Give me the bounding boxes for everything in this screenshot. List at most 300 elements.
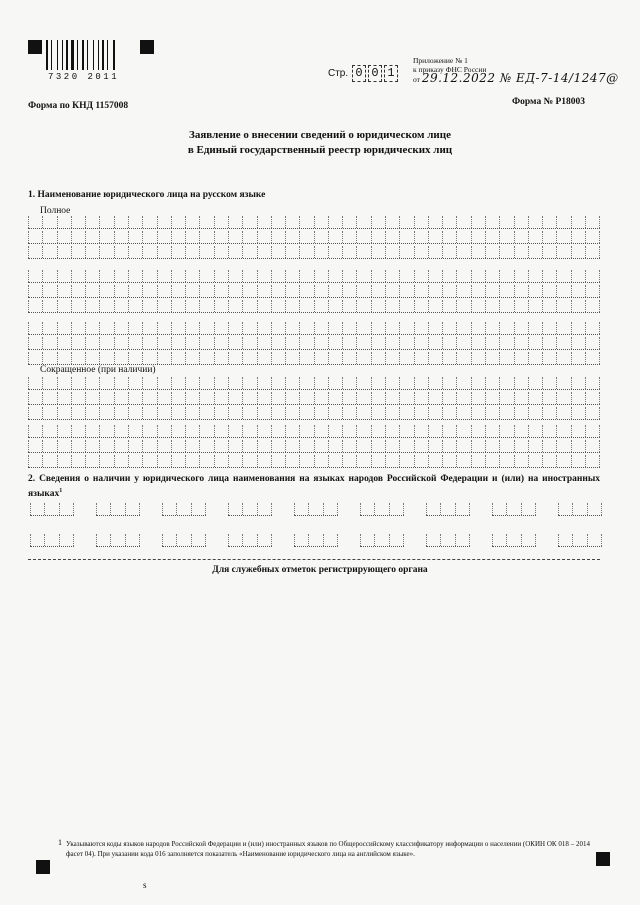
character-cell[interactable] [57, 270, 71, 282]
character-cell[interactable] [214, 231, 228, 243]
character-cell[interactable] [360, 503, 374, 515]
character-cell[interactable] [542, 337, 556, 349]
language-code-box[interactable] [96, 503, 140, 516]
character-cell[interactable] [85, 407, 99, 419]
character-cell[interactable] [314, 285, 328, 297]
language-code-box[interactable] [492, 534, 536, 547]
character-cell[interactable] [199, 231, 213, 243]
character-cell[interactable] [556, 322, 570, 334]
character-cell[interactable] [199, 392, 213, 404]
character-cell[interactable] [199, 407, 213, 419]
character-cell[interactable] [371, 337, 385, 349]
character-cell[interactable] [285, 216, 299, 228]
full-name-row[interactable] [28, 216, 600, 229]
character-cell[interactable] [571, 285, 585, 297]
character-cell[interactable] [385, 300, 399, 312]
character-cell[interactable] [342, 455, 356, 467]
character-cell[interactable] [228, 300, 242, 312]
character-cell[interactable] [571, 246, 585, 258]
character-cell[interactable] [328, 322, 342, 334]
character-cell[interactable] [71, 392, 85, 404]
character-cell[interactable] [142, 352, 156, 364]
character-cell[interactable] [299, 270, 313, 282]
character-cell[interactable] [42, 322, 56, 334]
character-cell[interactable] [128, 231, 142, 243]
character-cell[interactable] [456, 216, 470, 228]
character-cell[interactable] [228, 322, 242, 334]
character-cell[interactable] [528, 231, 542, 243]
character-cell[interactable] [499, 425, 513, 437]
character-cell[interactable] [556, 300, 570, 312]
character-cell[interactable] [456, 285, 470, 297]
character-cell[interactable] [242, 300, 256, 312]
character-cell[interactable] [399, 270, 413, 282]
full-name-row[interactable] [28, 300, 600, 313]
character-cell[interactable] [242, 246, 256, 258]
character-cell[interactable] [571, 352, 585, 364]
character-cell[interactable] [528, 246, 542, 258]
character-cell[interactable] [185, 322, 199, 334]
character-cell[interactable] [57, 352, 71, 364]
character-cell[interactable] [42, 352, 56, 364]
character-cell[interactable] [214, 285, 228, 297]
character-cell[interactable] [485, 337, 499, 349]
character-cell[interactable] [442, 270, 456, 282]
character-cell[interactable] [492, 503, 506, 515]
character-cell[interactable] [42, 425, 56, 437]
character-cell[interactable] [571, 300, 585, 312]
character-cell[interactable] [242, 407, 256, 419]
character-cell[interactable] [328, 392, 342, 404]
short-name-row[interactable] [28, 392, 600, 405]
character-cell[interactable] [571, 231, 585, 243]
character-cell[interactable] [328, 246, 342, 258]
character-cell[interactable] [114, 246, 128, 258]
character-cell[interactable] [214, 377, 228, 389]
character-cell[interactable] [185, 300, 199, 312]
character-cell[interactable] [385, 270, 399, 282]
character-cell[interactable] [528, 425, 542, 437]
character-cell[interactable] [342, 285, 356, 297]
character-cell[interactable] [356, 425, 370, 437]
character-cell[interactable] [499, 407, 513, 419]
character-cell[interactable] [99, 216, 113, 228]
character-cell[interactable] [171, 407, 185, 419]
character-cell[interactable] [199, 455, 213, 467]
character-cell[interactable] [28, 425, 42, 437]
character-cell[interactable] [428, 425, 442, 437]
character-cell[interactable] [191, 503, 206, 515]
full-name-row[interactable] [28, 337, 600, 350]
character-cell[interactable] [299, 322, 313, 334]
full-name-row[interactable] [28, 285, 600, 298]
character-cell[interactable] [542, 216, 556, 228]
character-cell[interactable] [542, 285, 556, 297]
character-cell[interactable] [428, 300, 442, 312]
character-cell[interactable] [42, 392, 56, 404]
character-cell[interactable] [57, 440, 71, 452]
character-cell[interactable] [571, 425, 585, 437]
character-cell[interactable] [426, 503, 440, 515]
character-cell[interactable] [257, 231, 271, 243]
character-cell[interactable] [271, 392, 285, 404]
character-cell[interactable] [385, 322, 399, 334]
character-cell[interactable] [456, 455, 470, 467]
character-cell[interactable] [414, 407, 428, 419]
character-cell[interactable] [342, 407, 356, 419]
character-cell[interactable] [85, 300, 99, 312]
character-cell[interactable] [157, 407, 171, 419]
character-cell[interactable] [314, 337, 328, 349]
character-cell[interactable] [142, 246, 156, 258]
character-cell[interactable] [492, 534, 506, 546]
character-cell[interactable] [542, 392, 556, 404]
character-cell[interactable] [342, 270, 356, 282]
character-cell[interactable] [299, 216, 313, 228]
character-cell[interactable] [485, 352, 499, 364]
character-cell[interactable] [57, 246, 71, 258]
character-cell[interactable] [455, 534, 470, 546]
character-cell[interactable] [414, 322, 428, 334]
character-cell[interactable] [257, 322, 271, 334]
character-cell[interactable] [456, 231, 470, 243]
character-cell[interactable] [42, 377, 56, 389]
character-cell[interactable] [426, 534, 440, 546]
character-cell[interactable] [399, 407, 413, 419]
character-cell[interactable] [171, 300, 185, 312]
character-cell[interactable] [442, 455, 456, 467]
character-cell[interactable] [44, 534, 58, 546]
character-cell[interactable] [514, 216, 528, 228]
character-cell[interactable] [176, 534, 190, 546]
character-cell[interactable] [257, 407, 271, 419]
character-cell[interactable] [214, 352, 228, 364]
character-cell[interactable] [114, 285, 128, 297]
character-cell[interactable] [585, 352, 600, 364]
character-cell[interactable] [157, 425, 171, 437]
character-cell[interactable] [485, 246, 499, 258]
character-cell[interactable] [514, 455, 528, 467]
character-cell[interactable] [57, 216, 71, 228]
character-cell[interactable] [57, 300, 71, 312]
character-cell[interactable] [356, 216, 370, 228]
character-cell[interactable] [514, 285, 528, 297]
character-cell[interactable] [185, 377, 199, 389]
character-cell[interactable] [414, 455, 428, 467]
character-cell[interactable] [371, 440, 385, 452]
character-cell[interactable] [85, 425, 99, 437]
character-cell[interactable] [314, 392, 328, 404]
character-cell[interactable] [499, 216, 513, 228]
character-cell[interactable] [299, 231, 313, 243]
character-cell[interactable] [59, 503, 74, 515]
short-name-row[interactable] [28, 440, 600, 453]
character-cell[interactable] [257, 534, 272, 546]
character-cell[interactable] [471, 270, 485, 282]
character-cell[interactable] [414, 246, 428, 258]
character-cell[interactable] [57, 231, 71, 243]
character-cell[interactable] [585, 300, 600, 312]
character-cell[interactable] [442, 377, 456, 389]
character-cell[interactable] [414, 392, 428, 404]
character-cell[interactable] [271, 246, 285, 258]
character-cell[interactable] [314, 300, 328, 312]
character-cell[interactable] [521, 503, 536, 515]
character-cell[interactable] [385, 352, 399, 364]
character-cell[interactable] [28, 246, 42, 258]
character-cell[interactable] [414, 377, 428, 389]
character-cell[interactable] [385, 246, 399, 258]
character-cell[interactable] [399, 337, 413, 349]
character-cell[interactable] [342, 392, 356, 404]
character-cell[interactable] [456, 300, 470, 312]
character-cell[interactable] [314, 425, 328, 437]
character-cell[interactable] [199, 322, 213, 334]
character-cell[interactable] [42, 270, 56, 282]
character-cell[interactable] [214, 300, 228, 312]
character-cell[interactable] [214, 270, 228, 282]
character-cell[interactable] [389, 534, 404, 546]
character-cell[interactable] [142, 231, 156, 243]
character-cell[interactable] [323, 503, 338, 515]
character-cell[interactable] [556, 425, 570, 437]
character-cell[interactable] [342, 337, 356, 349]
character-cell[interactable] [571, 216, 585, 228]
character-cell[interactable] [399, 285, 413, 297]
character-cell[interactable] [328, 425, 342, 437]
character-cell[interactable] [242, 425, 256, 437]
character-cell[interactable] [587, 503, 602, 515]
character-cell[interactable] [442, 231, 456, 243]
character-cell[interactable] [399, 231, 413, 243]
language-code-box[interactable] [492, 503, 536, 516]
character-cell[interactable] [271, 352, 285, 364]
character-cell[interactable] [356, 285, 370, 297]
character-cell[interactable] [171, 392, 185, 404]
character-cell[interactable] [371, 285, 385, 297]
character-cell[interactable] [556, 352, 570, 364]
character-cell[interactable] [285, 377, 299, 389]
character-cell[interactable] [585, 377, 600, 389]
character-cell[interactable] [558, 534, 572, 546]
character-cell[interactable] [71, 455, 85, 467]
character-cell[interactable] [471, 300, 485, 312]
character-cell[interactable] [542, 407, 556, 419]
character-cell[interactable] [128, 425, 142, 437]
character-cell[interactable] [85, 455, 99, 467]
character-cell[interactable] [514, 377, 528, 389]
character-cell[interactable] [185, 231, 199, 243]
character-cell[interactable] [242, 534, 256, 546]
character-cell[interactable] [399, 392, 413, 404]
character-cell[interactable] [385, 231, 399, 243]
character-cell[interactable] [385, 392, 399, 404]
character-cell[interactable] [142, 392, 156, 404]
character-cell[interactable] [428, 270, 442, 282]
character-cell[interactable] [585, 407, 600, 419]
character-cell[interactable] [30, 503, 44, 515]
character-cell[interactable] [428, 246, 442, 258]
character-cell[interactable] [171, 246, 185, 258]
character-cell[interactable] [85, 231, 99, 243]
character-cell[interactable] [271, 270, 285, 282]
character-cell[interactable] [299, 352, 313, 364]
language-code-box[interactable] [426, 534, 470, 547]
character-cell[interactable] [157, 270, 171, 282]
character-cell[interactable] [96, 534, 110, 546]
character-cell[interactable] [528, 285, 542, 297]
character-cell[interactable] [142, 377, 156, 389]
character-cell[interactable] [442, 407, 456, 419]
character-cell[interactable] [110, 503, 124, 515]
language-code-box[interactable] [30, 503, 74, 516]
character-cell[interactable] [199, 300, 213, 312]
character-cell[interactable] [471, 216, 485, 228]
character-cell[interactable] [185, 407, 199, 419]
character-cell[interactable] [356, 352, 370, 364]
character-cell[interactable] [342, 377, 356, 389]
character-cell[interactable] [542, 440, 556, 452]
character-cell[interactable] [71, 377, 85, 389]
character-cell[interactable] [456, 322, 470, 334]
character-cell[interactable] [99, 352, 113, 364]
character-cell[interactable] [171, 216, 185, 228]
character-cell[interactable] [456, 246, 470, 258]
character-cell[interactable] [228, 285, 242, 297]
full-name-row[interactable] [28, 231, 600, 244]
character-cell[interactable] [514, 337, 528, 349]
character-cell[interactable] [114, 216, 128, 228]
character-cell[interactable] [71, 322, 85, 334]
character-cell[interactable] [257, 270, 271, 282]
character-cell[interactable] [571, 455, 585, 467]
character-cell[interactable] [28, 322, 42, 334]
character-cell[interactable] [242, 377, 256, 389]
character-cell[interactable] [142, 337, 156, 349]
character-cell[interactable] [99, 377, 113, 389]
character-cell[interactable] [142, 300, 156, 312]
character-cell[interactable] [399, 425, 413, 437]
character-cell[interactable] [471, 425, 485, 437]
character-cell[interactable] [528, 407, 542, 419]
character-cell[interactable] [285, 425, 299, 437]
character-cell[interactable] [99, 440, 113, 452]
character-cell[interactable] [57, 392, 71, 404]
character-cell[interactable] [85, 440, 99, 452]
character-cell[interactable] [328, 231, 342, 243]
character-cell[interactable] [228, 392, 242, 404]
character-cell[interactable] [471, 231, 485, 243]
character-cell[interactable] [171, 322, 185, 334]
character-cell[interactable] [28, 455, 42, 467]
character-cell[interactable] [314, 270, 328, 282]
character-cell[interactable] [257, 246, 271, 258]
character-cell[interactable] [242, 270, 256, 282]
character-cell[interactable] [57, 377, 71, 389]
character-cell[interactable] [257, 392, 271, 404]
character-cell[interactable] [28, 352, 42, 364]
character-cell[interactable] [499, 246, 513, 258]
character-cell[interactable] [442, 425, 456, 437]
character-cell[interactable] [528, 440, 542, 452]
character-cell[interactable] [455, 503, 470, 515]
character-cell[interactable] [356, 377, 370, 389]
character-cell[interactable] [171, 425, 185, 437]
character-cell[interactable] [128, 440, 142, 452]
language-code-box[interactable] [162, 534, 206, 547]
character-cell[interactable] [385, 337, 399, 349]
character-cell[interactable] [514, 270, 528, 282]
character-cell[interactable] [85, 337, 99, 349]
character-cell[interactable] [485, 392, 499, 404]
character-cell[interactable] [142, 425, 156, 437]
character-cell[interactable] [356, 440, 370, 452]
character-cell[interactable] [285, 246, 299, 258]
character-cell[interactable] [308, 534, 322, 546]
character-cell[interactable] [528, 300, 542, 312]
character-cell[interactable] [556, 377, 570, 389]
character-cell[interactable] [271, 300, 285, 312]
character-cell[interactable] [128, 407, 142, 419]
character-cell[interactable] [171, 285, 185, 297]
character-cell[interactable] [485, 231, 499, 243]
character-cell[interactable] [342, 216, 356, 228]
character-cell[interactable] [328, 270, 342, 282]
short-name-row[interactable] [28, 455, 600, 468]
character-cell[interactable] [399, 216, 413, 228]
character-cell[interactable] [99, 246, 113, 258]
character-cell[interactable] [514, 300, 528, 312]
character-cell[interactable] [171, 377, 185, 389]
character-cell[interactable] [199, 440, 213, 452]
character-cell[interactable] [506, 534, 520, 546]
character-cell[interactable] [556, 270, 570, 282]
character-cell[interactable] [428, 377, 442, 389]
character-cell[interactable] [214, 455, 228, 467]
character-cell[interactable] [585, 246, 600, 258]
character-cell[interactable] [528, 322, 542, 334]
character-cell[interactable] [428, 455, 442, 467]
character-cell[interactable] [142, 270, 156, 282]
character-cell[interactable] [257, 216, 271, 228]
character-cell[interactable] [371, 455, 385, 467]
character-cell[interactable] [42, 246, 56, 258]
character-cell[interactable] [57, 285, 71, 297]
character-cell[interactable] [242, 352, 256, 364]
character-cell[interactable] [414, 285, 428, 297]
character-cell[interactable] [556, 440, 570, 452]
character-cell[interactable] [485, 407, 499, 419]
character-cell[interactable] [442, 322, 456, 334]
character-cell[interactable] [485, 300, 499, 312]
character-cell[interactable] [385, 407, 399, 419]
character-cell[interactable] [199, 337, 213, 349]
character-cell[interactable] [514, 407, 528, 419]
character-cell[interactable] [42, 407, 56, 419]
character-cell[interactable] [71, 425, 85, 437]
character-cell[interactable] [308, 503, 322, 515]
character-cell[interactable] [442, 440, 456, 452]
character-cell[interactable] [114, 322, 128, 334]
full-name-row[interactable] [28, 246, 600, 259]
character-cell[interactable] [499, 392, 513, 404]
character-cell[interactable] [442, 352, 456, 364]
character-cell[interactable] [199, 285, 213, 297]
character-cell[interactable] [471, 352, 485, 364]
character-cell[interactable] [242, 503, 256, 515]
character-cell[interactable] [228, 352, 242, 364]
character-cell[interactable] [399, 440, 413, 452]
